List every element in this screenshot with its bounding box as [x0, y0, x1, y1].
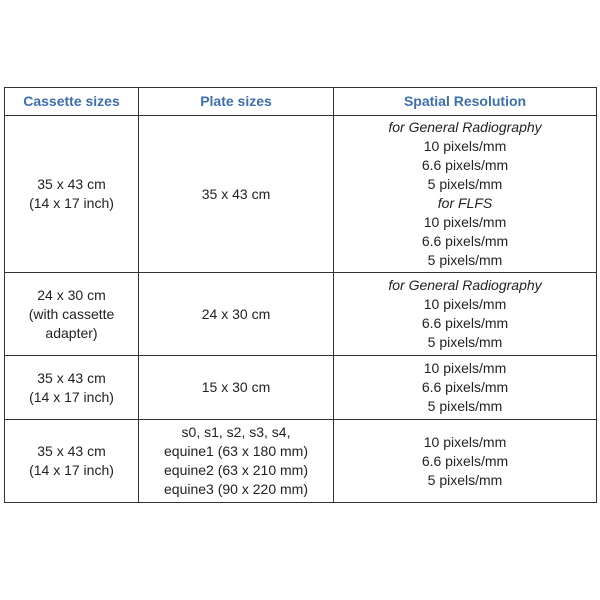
resolution-cell	[334, 356, 597, 420]
cassette-cell	[5, 116, 139, 273]
resolution-value: 6.6 pixels/mm	[421, 233, 509, 249]
plate-cell	[139, 420, 334, 503]
resolution-value: 6.6 pixels/mm	[421, 452, 509, 469]
cassette-cell	[5, 273, 139, 356]
plate-cell	[139, 356, 334, 420]
cell-line: (14 x 17 inch)	[29, 388, 114, 405]
cell-line: (14 x 17 inch)	[29, 462, 114, 478]
header-cassette-sizes: Cassette sizes	[5, 88, 139, 116]
cell-line: 35 x 43 cm	[37, 176, 106, 192]
plate-cell	[139, 116, 334, 273]
cell-line: (with cassette	[28, 305, 115, 322]
cell-line: equine1 (63 x 180 mm)	[164, 443, 308, 459]
resolution-cell	[334, 420, 597, 503]
resolution-category: for General Radiography	[388, 119, 542, 135]
resolution-category: for FLFS	[437, 195, 493, 211]
resolution-value: 10 pixels/mm	[423, 214, 507, 230]
resolution-value: 10 pixels/mm	[423, 296, 507, 312]
resolution-value: 5 pixels/mm	[427, 252, 503, 268]
cell-line: equine2 (63 x 210 mm)	[164, 462, 308, 478]
cell-line: adapter)	[45, 324, 98, 341]
specifications-table	[4, 87, 597, 503]
cell-line: 24 x 30 cm	[37, 286, 106, 303]
cell-line: 35 x 43 cm	[37, 369, 106, 386]
resolution-value: 5 pixels/mm	[427, 176, 503, 192]
resolution-value: 6.6 pixels/mm	[421, 379, 509, 395]
table-row	[5, 273, 597, 356]
header-row	[5, 88, 597, 116]
table-row	[5, 356, 597, 420]
resolution-value: 5 pixels/mm	[427, 334, 503, 350]
cassette-cell	[5, 420, 139, 503]
resolution-value: 10 pixels/mm	[423, 433, 507, 450]
cassette-cell	[5, 356, 139, 420]
table-row	[5, 420, 597, 503]
cell-line: 24 x 30 cm	[201, 305, 271, 322]
resolution-value: 5 pixels/mm	[427, 471, 503, 488]
resolution-value: 10 pixels/mm	[423, 360, 507, 376]
plate-cell	[139, 273, 334, 356]
cell-line: 35 x 43 cm	[37, 443, 106, 459]
cell-line: 15 x 30 cm	[201, 379, 271, 395]
cell-line: s0, s1, s2, s3, s4,	[181, 424, 291, 440]
cell-line: 35 x 43 cm	[201, 185, 271, 202]
cell-line: equine3 (90 x 220 mm)	[164, 481, 308, 497]
table-body	[5, 116, 597, 503]
resolution-cell	[334, 273, 597, 356]
resolution-value: 6.6 pixels/mm	[421, 315, 509, 331]
resolution-category: for General Radiography	[388, 277, 542, 293]
header-plate-sizes: Plate sizes	[139, 88, 334, 116]
resolution-value: 10 pixels/mm	[423, 138, 507, 154]
cell-line: (14 x 17 inch)	[29, 195, 114, 211]
table-row	[5, 116, 597, 273]
header-spatial-resolution: Spatial Resolution	[334, 88, 597, 116]
resolution-value: 5 pixels/mm	[427, 398, 503, 414]
resolution-value: 6.6 pixels/mm	[421, 157, 509, 173]
resolution-cell	[334, 116, 597, 273]
